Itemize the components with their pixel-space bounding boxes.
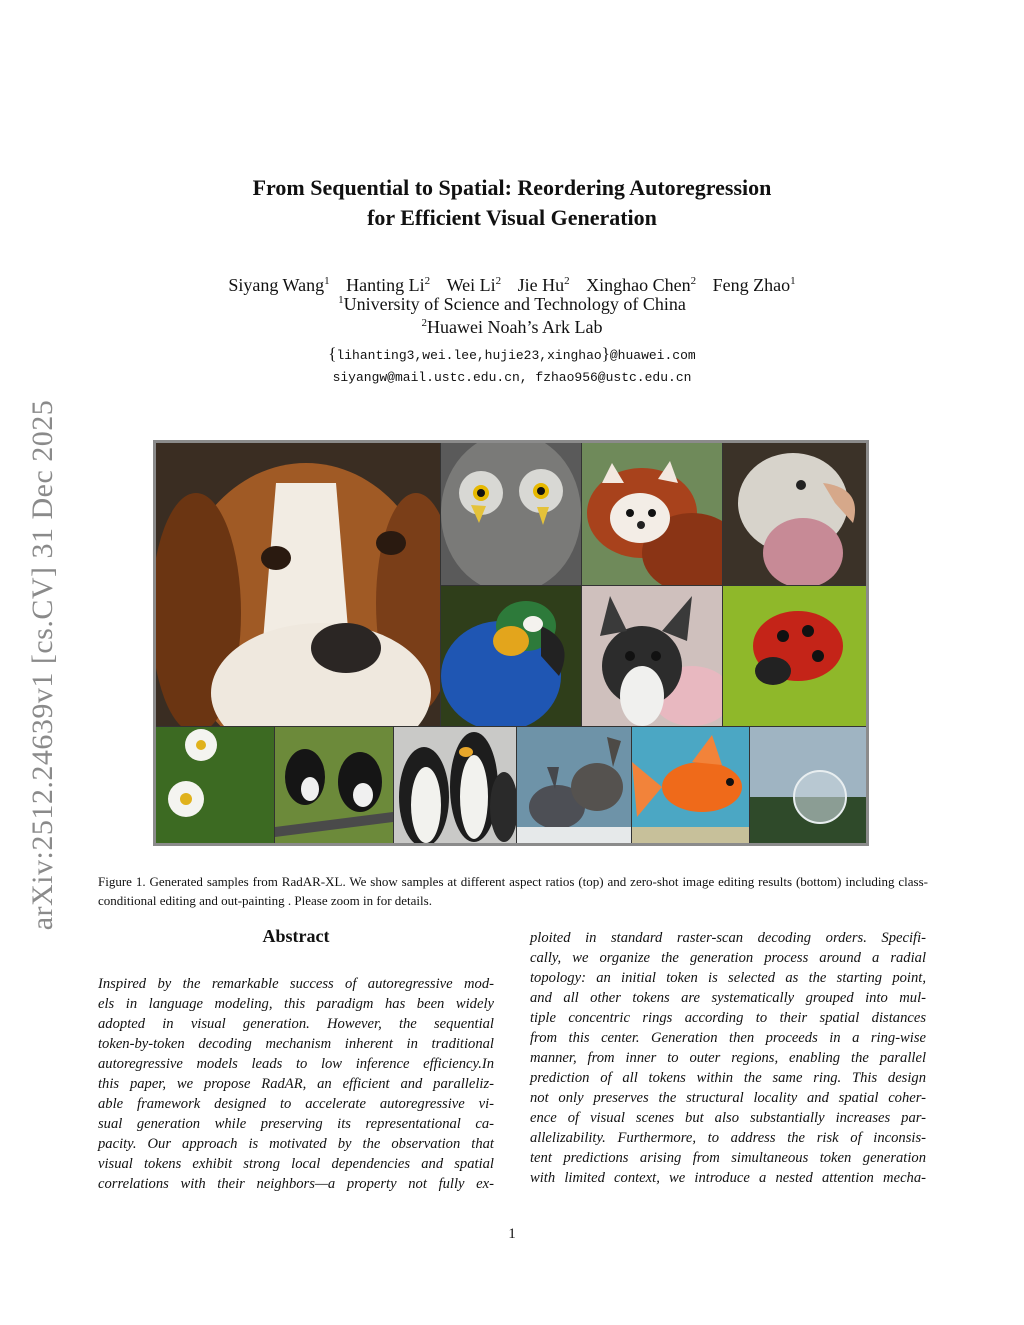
magpies-image [275, 727, 393, 843]
abstract-line: ence of visual scenes but also substantially increases par- [530, 1110, 926, 1126]
abstract-right-column [530, 928, 926, 1188]
ladybug-image [723, 586, 866, 726]
red-panda-image [582, 443, 722, 585]
author: Xinghao Chen$^2$ [586, 275, 697, 295]
author: Feng Zhao$^1$ [712, 275, 796, 295]
abstract-line: topology: an initial token is selected as the starting point, [530, 970, 926, 986]
paper-title [0, 173, 1024, 233]
abstract-heading: Abstract [262, 926, 330, 946]
rabbits-image [517, 727, 631, 843]
abstract-line: Inspired by the remarkable success of autoregressive mod- [98, 976, 494, 992]
abstract-line: cally, we organize the generation process around a radial [530, 950, 926, 966]
figure-image-grid [153, 440, 869, 846]
page-number: 1 [508, 1226, 516, 1242]
abstract-line: this paper, we propose RadAR, an efficient and paralleliz- [98, 1076, 494, 1092]
figure-caption: Figure 1. Generated samples from RadAR-XL. We show samples at different aspect ratios (top) and zero-shot image editing results (bottom) including class-conditional editing and out-painting . Please zoom in for details. [98, 874, 928, 908]
abstract-line: autoregressive models leads to low inference efficiency.In [98, 1056, 494, 1072]
beagle-image [156, 443, 440, 726]
email-line-2: siyangw@mail.ustc.edu.cn, fzhao956@ustc.edu.cn [332, 370, 692, 385]
email-line-1: {lihanting3,wei.lee,hujie23,xinghao}@huawei.com [328, 344, 696, 363]
affiliation-2: $^2$Huawei Noah’s Ark Lab [421, 317, 603, 337]
abstract-line: from this center. Generation then proceeds in a ring-wise [530, 1030, 926, 1046]
abstract-left-column [98, 974, 494, 1194]
abstract-line: tent predictions arising from simultaneous token generation [530, 1150, 926, 1166]
abstract-line: not only preserves the structural locality and spatial coher- [530, 1090, 926, 1106]
abstract-line: pacity. Our approach is motivated by the observation that [98, 1136, 494, 1152]
bubble-image [750, 727, 866, 843]
abstract-line: visual tokens exhibit strong local dependencies and spatial [98, 1156, 494, 1172]
macaw-image [441, 586, 581, 726]
goldfish-image [632, 727, 749, 843]
abstract-line: able framework designed to accelerate autoregressive vi- [98, 1096, 494, 1112]
penguins-image [394, 727, 516, 843]
abstract-line: manner, from inner to outer regions, enabling the parallel [530, 1050, 926, 1066]
abstract-line: correlations with their neighbors—a property not fully ex- [98, 1176, 494, 1192]
abstract-line: prediction of all tokens within the same ring. This design [530, 1070, 926, 1086]
abstract-line: ploited in standard raster-scan decoding orders. Specifi- [530, 930, 926, 946]
title-line-2: for Efficient Visual Generation [367, 205, 657, 230]
abstract-line: and all other tokens are systematically grouped into mul- [530, 990, 926, 1006]
abstract-line: with limited context, we introduce a nested attention mecha- [530, 1170, 926, 1186]
author: Wei Li$^2$ [446, 275, 502, 295]
author: Siyang Wang$^1$ [228, 275, 330, 295]
abstract-line: allelizability. Furthermore, to address the risk of inconsis- [530, 1130, 926, 1146]
daisies-image [156, 727, 274, 843]
abstract-line: token-by-token decoding mechanism inherent in traditional [98, 1036, 494, 1052]
author-list [0, 270, 1024, 297]
owl-image [441, 443, 581, 585]
vulture-image [723, 443, 866, 585]
abstract-line: tiple concentric rings according to their spatial distances [530, 1010, 926, 1026]
author: Hanting Li$^2$ [346, 275, 431, 295]
chihuahua-image [582, 586, 722, 726]
arxiv-stamp-text: arXiv:2512.24639v1 [cs.CV] 31 Dec 2025 [26, 399, 59, 931]
affiliation-1: $^1$University of Science and Technology of China [338, 294, 686, 314]
title-line-1: From Sequential to Spatial: Reordering Autoregression [252, 175, 772, 200]
author: Jie Hu$^2$ [517, 275, 570, 295]
abstract-line: adopted in visual generation. However, the sequential [98, 1016, 494, 1032]
abstract-line: sual generation while preserving its representational ca- [98, 1116, 494, 1132]
arxiv-stamp [18, 370, 68, 960]
abstract-line: els in language modeling, this paradigm has been widely [98, 996, 494, 1012]
